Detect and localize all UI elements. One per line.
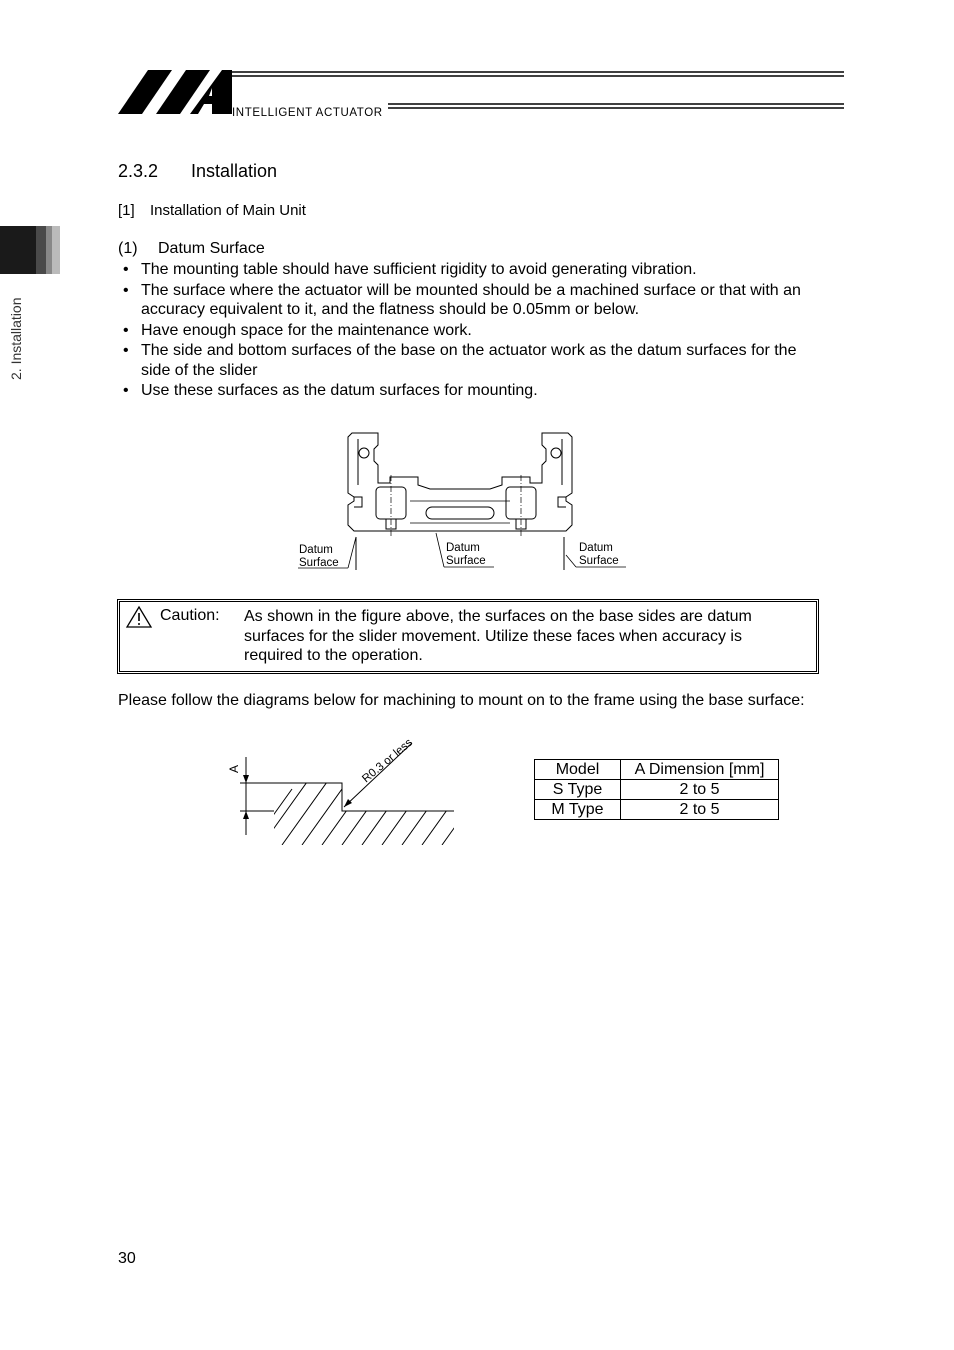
table-header: Model [535,760,621,780]
datum-label-center-2: Surface [446,555,486,567]
subsection-number: [1] [118,202,135,219]
datum-label-left-1: Datum [299,544,333,556]
bullet-item: • The surface where the actuator will be mounted should be a machined surface or that with an accuracy equivalent to it, and the flatness should be 0.05mm or below. [118,281,818,320]
machining-diagram [222,735,462,845]
chapter-tab [0,226,60,274]
radius-label: R0.3 or less [360,736,415,786]
subsection-title [118,202,306,219]
table-cell: S Type [535,780,621,800]
bullet-item: • The side and bottom surfaces of the base on the actuator work as the datum surfaces for the side of the slider [118,341,818,380]
table-row [535,800,779,820]
brand-text: INTELLIGENT ACTUATOR [232,107,383,119]
paragraph-number: (1) [118,240,138,257]
dimension-table [534,759,779,820]
table-row [535,780,779,800]
subsection-title-text: Installation of Main Unit [150,202,306,219]
datum-label-right-2: Surface [579,555,619,567]
caution-text: As shown in the figure above, the surfaces on the base sides are datum surfaces for the slider movement. Utilize these faces when accuracy is required to the operation. [244,608,752,664]
table-cell: M Type [535,800,621,820]
bullet-list [118,260,818,402]
page-number: 30 [118,1250,136,1267]
warning-icon [125,605,153,629]
datum-label-center-1: Datum [446,542,480,554]
chapter-label: 2. Installation [8,297,24,380]
table-header-row [535,760,779,780]
iai-logo [118,68,844,122]
table-cell: 2 to 5 [621,800,779,820]
section-title-text: Installation [191,161,278,181]
caution-label: Caution: [160,607,220,624]
bullet-item: • The mounting table should have sufficient rigidity to avoid generating vibration. [118,260,818,280]
table-cell: 2 to 5 [621,780,779,800]
dimension-a-label: A [227,764,241,773]
section-title [118,161,277,182]
section-number: 2.3.2 [118,161,159,181]
datum-label-right-1: Datum [579,542,613,554]
bullet-item: • Have enough space for the maintenance work. [118,321,818,341]
paragraph-title-text: Datum Surface [158,240,265,257]
instruction-text: Please follow the diagrams below for machining to mount on to the frame using the base surface: [118,692,805,709]
table-header: A Dimension [mm] [621,760,779,780]
datum-surface-figure [290,425,635,575]
bullet-item: • Use these surfaces as the datum surfaces for mounting. [118,381,818,401]
paragraph-title [118,240,265,258]
datum-label-left-2: Surface [299,557,339,569]
